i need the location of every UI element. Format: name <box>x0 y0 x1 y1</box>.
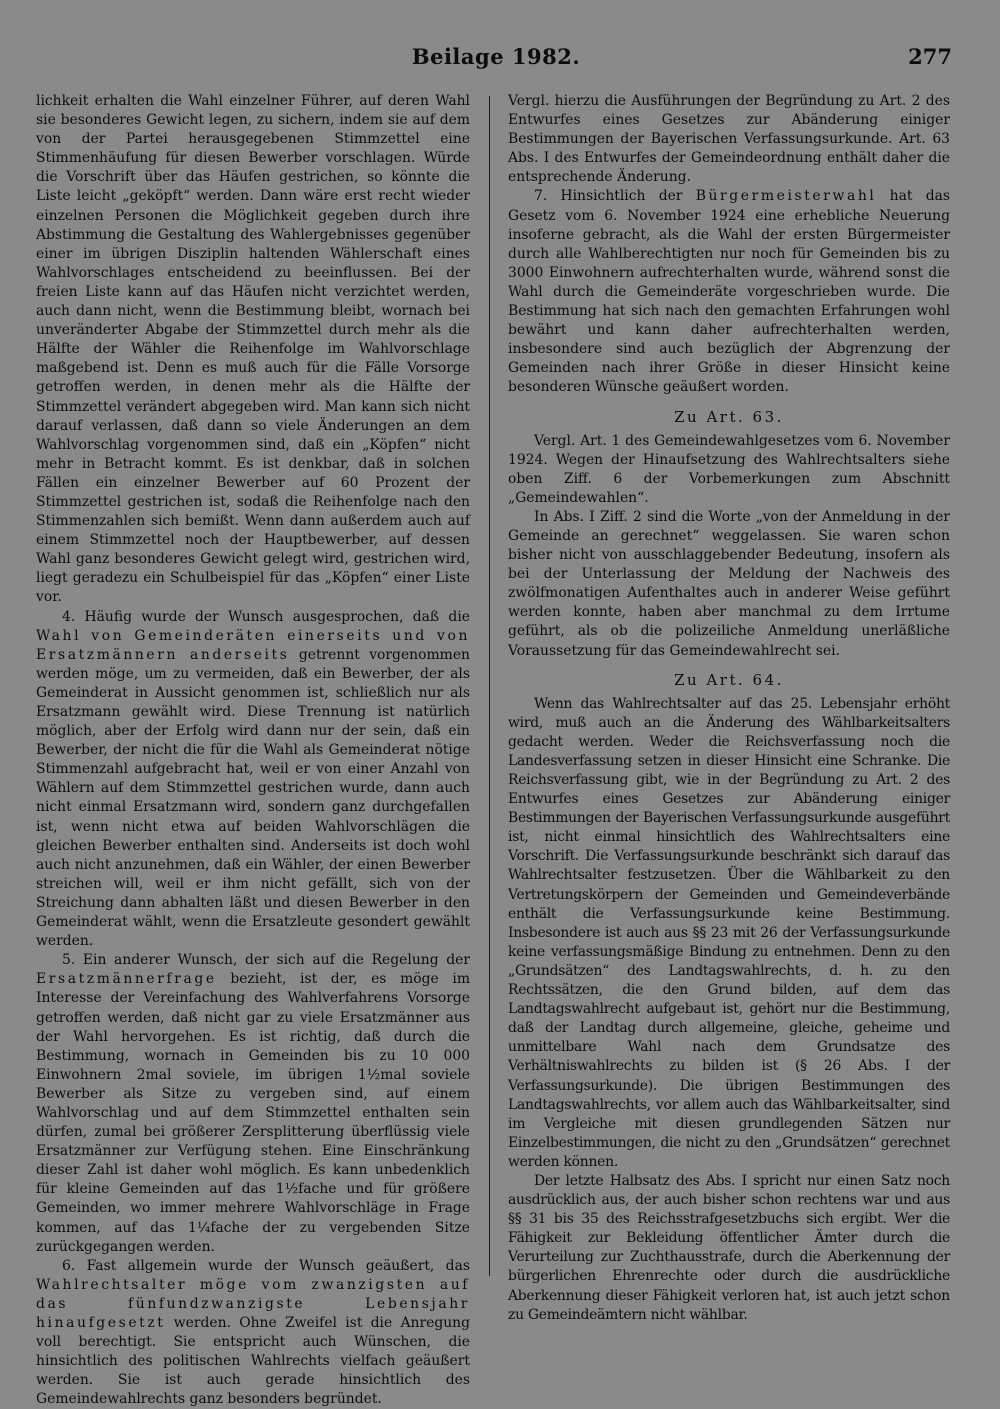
text-run: 4. Häufig wurde der Wunsch ausgesprochen, daß die <box>62 608 470 625</box>
section-heading-art63: Zu Art. 63. <box>674 407 784 426</box>
text-run: bezieht, ist der, es möge im Interesse der Vereinfachung des Wahlverfahrens Vorsorge getroffen werden, daß nicht gar zu viele Ersatzmänner aus der Wahl hervorgehen. Es ist richtig, daß durch die Bestimmung, wornach in Gemeinden bis zu 10 000 Einwohnern 2mal soviele, im übrigen 1½mal soviele Bewerber als Sitze zu vergeben sind, auf einem Wahlvorschlag und auf dem Stimmzettel enthalten sein dürfen, zumal bei größerer Zersplitterung überflüssig viele Ersatzmänner zur Verfügung stehen. Eine Einschränkung dieser Zahl ist daher wohl möglich. Es kann unbedenklich für kleine Gemeinden auf das 1½fache und für größere Gemeinden, wo immer mehrere Wahlvorschläge in Frage kommen, auf das 1¼fache der zu vergebenden Sitze zurückgegangen werden. <box>36 971 470 1255</box>
text-run: 5. Ein anderer Wunsch, der sich auf die Regelung der <box>62 952 470 969</box>
right-column <box>508 92 950 1325</box>
spaced-emphasis: Bürgermeisterwahl <box>695 188 877 205</box>
paragraph: In Abs. I Ziff. 2 sind die Worte „von der Anmeldung in der Gemeinde an gerechnet“ weggelassen. Sie waren schon bisher nicht von ausschlaggebender Bedeutung, insofern als bei der Unterlassung der Meldung der Nachweis des zwölfmonatigen Aufenthaltes auch in anderer Weise geführt werden konnte, haben aber manchmal zu dem Irrtume geführt, als ob die polizeiliche Anmeldung unerläßliche Voraussetzung für das Gemeindewahlrecht sei. <box>508 508 950 659</box>
text-run: hat das Gesetz vom 6. November 1924 eine erhebliche Neuerung insoferne gebracht, als die Wahl der ersten Bürgermeister durch alle Wahlberechtigten nur noch für Gemeinden bis zu 3000 Einwohnern aufrechterhalten wurde, während sonst die Wahl durch die Gemeinderäte vorgeschrieben wurde. Die Bestimmung hat sich nach den gemachten Erfahrungen wohl bewährt und kann daher aufrechterhalten werden, insbesondere sind auch bezüglich der Abgrenzung der Gemeinden nach ihrer Größe in dieser Hinsicht keine besonderen Wünsche geäußert worden. <box>508 188 950 396</box>
text-run: 7. Hinsichtlich der <box>534 188 696 205</box>
section-heading-art64: Zu Art. 64. <box>674 670 784 689</box>
paragraph-item-5 <box>36 951 470 1257</box>
text-run: werden. Ohne Zweifel ist die Anregung voll berechtigt. Sie entspricht auch Wünschen, die hinsichtlich des politischen Wahlrechts vielfach geäußert werden. Sie ist auch gerade hinsichtlich des Gemeindewahlrechts ganz besonders begründet. <box>36 1315 470 1408</box>
page-header <box>40 44 952 76</box>
text-run: 6. Fast allgemein wurde der Wunsch geäußert, das <box>62 1257 470 1274</box>
paragraph-continued: lichkeit erhalten die Wahl einzelner Führer, auf deren Wahl sie besonderes Gewicht legen, zu sichern, indem sie auf dem von der Partei herausgegebenen Stimmzettel eine Stimmenhäufung für diesen Bewerber vorschlagen. Würde die Vorschrift über das Häufen gestrichen, so könnte die Liste leicht „geköpft“ werden. Dann wäre erst recht wieder einzelnen Personen die Möglichkeit gegeben durch ihre Abstimmung die Gestaltung des Wahlergebnisses gegenüber einer im übrigen Disziplin haltenden Wählerschaft eines Wahlvorschlages entscheidend zu beeinflussen. Bei der freien Liste kann auf das Häufen nicht verzichtet werden, auch dann nicht, wenn die Bestimmung bleibt, wornach bei unveränderter Abgabe der Stimmzettel durch mehr als die Hälfte der Wähler die Reihenfolge im Wahlvorschlage maßgebend ist. Denn es muß auch für die Fälle Vorsorge getroffen werden, in denen mehr als die Hälfte der Stimmzettel verändert abgegeben wird. Man kann sich nicht darauf verlassen, daß dann so viele Änderungen an dem Wahlvorschlag vorgenommen sind, daß ein „Köpfen“ nicht mehr in Betracht kommt. Es ist denkbar, daß in solchen Fällen ein einzelner Bewerber auf 60 Prozent der Stimmzettel gestrichen ist, sodaß die Reihenfolge nach den Stimmenzahlen sich bemißt. Wenn dann außerdem auch auf einem Stimmzettel noch der Hauptbewerber, auf dessen Wahl ganz besonderes Gewicht gelegt wird, gestrichen wird, liegt geradezu ein Schulbeispiel für das „Köpfen“ einer Liste vor. <box>36 93 470 606</box>
spaced-emphasis: Wahl von Gemeinderäten einerseits und von Ersatzmännern anderseits <box>36 627 470 663</box>
left-column <box>36 92 470 1409</box>
spaced-emphasis: Ersatzmännerfrage <box>36 971 217 988</box>
paragraph: Der letzte Halbsatz des Abs. I spricht nur einen Satz noch ausdrücklich aus, der auch bisher schon rechtens war und aus §§ 31 bis 35 des Reichsstrafgesetzbuchs sich ergibt. Wer die Fähigkeit zur Bekleidung öffentlicher Ämter durch die Verurteilung zur Zuchthausstrafe, durch die Aberkennung der bürgerlichen Ehrenrechte oder durch die ausdrückliche Aberkennung dieser Fähigkeit verloren hat, ist auch jetzt schon zu Gemeindeämtern nicht wählbar. <box>508 1172 950 1323</box>
paragraph-item-6 <box>36 1257 470 1409</box>
spaced-emphasis: Wahlrechtsalter möge vom zwanzigsten auf das fünfundzwanzigste Lebensjahr hinaufgesetzt <box>36 1276 470 1331</box>
paragraph-item-7 <box>508 187 950 397</box>
column-divider <box>489 96 490 1276</box>
paragraph-continued: Vergl. hierzu die Ausführungen der Begründung zu Art. 2 des Entwurfes eines Gesetzes zur Abänderung einiger Bestimmungen der Bayerischen Verfassungsurkunde. Art. 63 Abs. I des Entwurfes der Gemeindeordnung enthält daher die entsprechende Änderung. <box>508 93 950 186</box>
paragraph: Vergl. Art. 1 des Gemeindewahlgesetzes vom 6. November 1924. Wegen der Hinaufsetzung des Wahlrechtsalters siehe oben Ziff. 6 der Vorbemerkungen zum Abschnitt „Gemeindewahlen“. <box>508 432 950 506</box>
paragraph-item-4 <box>36 608 470 952</box>
page-title: Beilage 1982. <box>411 44 581 69</box>
paragraph: Wenn das Wahlrechtsalter auf das 25. Lebensjahr erhöht wird, muß auch an die Änderung des Wählbarkeitsalters gedacht werden. Weder die Reichsverfassung noch die Landesverfassung setzen in dieser Hinsicht eine Schranke. Die Reichsverfassung gibt, wie in der Begründung zu Art. 2 des Entwurfes eines Gesetzes zur Abänderung einiger Bestimmungen der Bayerischen Verfassungsurkunde ausgeführt ist, nicht einmal hinsichtlich des Wahlrechtsalters eine Vorschrift. Die Verfassungsurkunde beschränkt sich darauf das Wahlrechtsalter festzusetzen. Über die Wählbarkeit zu den Vertretungskörpern der Gemeinden und Gemeindeverbände enthält die Verfassungsurkunde keine Bestimmung. Insbesondere ist auch aus §§ 23 mit 26 der Verfassungsurkunde keine verfassungsmäßige Bindung zu entnehmen. Denn zu den „Grundsätzen“ des Landtagswahlrechts, d. h. zu den Rechtssätzen, die den Grund bilden, auf dem das Landtagswahlrecht aufgebaut ist, gehört nur die Bestimmung, daß der Landtag durch allgemeine, gleiche, geheime und unmittelbare Wahl nach dem Grundsatze des Verhältniswahlrechts zu bilden ist (§ 26 Abs. I der Verfassungsurkunde). Die übrigen Bestimmungen des Landtagswahlrechts, vor allem auch das Wählbarkeitsalter, sind im Vergleiche mit diesen grundlegenden Sätzen nur Einzelbestimmungen, die nicht zu den „Grundsätzen“ gerechnet werden können. <box>508 695 950 1170</box>
text-run: getrennt vorgenommen werden möge, um zu vermeiden, daß ein Bewerber, der als Gemeinderat in Aussicht genommen ist, schließlich nur als Ersatzmann gewählt wird. Diese Trennung ist natürlich möglich, aber der Erfolg wird dann nur der sein, daß ein Bewerber, der nicht die für die Wahl als Gemeinderat nötige Stimmenzahl aufgebracht hat, weil er von einer Anzahl von Wählern auf dem Stimmzettel gestrichen wurde, dann auch nicht einmal Ersatzmann wird, sondern ganz durchgefallen ist, wenn nicht etwa auf beiden Wahlvorschlägen die gleichen Bewerber enthalten sind. Anderseits ist doch wohl auch nicht anzunehmen, daß ein Wähler, der einen Bewerber streichen will, weil er ihm nicht gefällt, sich von der Streichung dann abhalten läßt und diesen Bewerber in den Gemeinderat wählt, wenn die Ersatzleute gesondert gewählt werden. <box>36 646 470 950</box>
page-number: 277 <box>908 44 952 69</box>
